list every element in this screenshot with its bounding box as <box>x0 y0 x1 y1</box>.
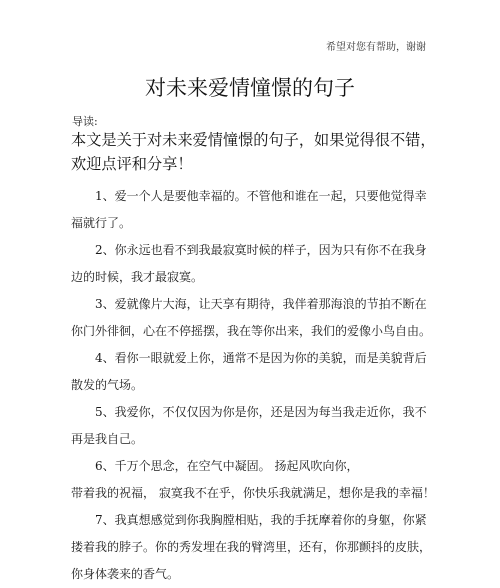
intro-line: 欢迎点评和分享！ <box>71 155 193 173</box>
paragraph-line: 1、爱一个人是要他幸福的。不管他和谁在一起，只要他觉得幸 <box>95 189 427 203</box>
paragraph-line: 你门外徘徊，心在不停摇摆，我在等你出来，我们的爱像小鸟自由。 <box>71 324 432 338</box>
intro-paragraph <box>71 128 436 176</box>
paragraph-line: 6、千万个思念，在空气中凝固。 扬起风吹向你， <box>95 459 359 473</box>
paragraph-line: 7、我真想感觉到你我胸膛相贴，我的手抚摩着你的身躯，你紧 <box>95 513 427 527</box>
paragraph-line: 2、你永远也看不到我最寂寞时候的样子，因为只有你不在我身 <box>95 243 427 257</box>
header-note: 希望对您有帮助，谢谢 <box>326 42 426 53</box>
paragraph-line: 3、爱就像片大海，让天享有期待，我伴着那海浪的节拍不断在 <box>95 297 427 311</box>
intro-line: 本文是关于对未来爱情憧憬的句子，如果觉得很不错， <box>71 131 436 149</box>
paragraph-line: 搂着我的脖子。你的秀发埋在我的臂湾里，还有，你那颤抖的皮肤， <box>71 540 432 554</box>
paragraph-line: 你身体袭来的香气。 <box>71 567 180 581</box>
article-body <box>71 183 433 588</box>
page-title: 对未来爱情憧憬的句子 <box>145 76 355 100</box>
paragraph-line: 5、我爱你，不仅仅因为你是你，还是因为每当我走近你，我不 <box>95 405 427 419</box>
paragraph-line: 福就行了。 <box>71 216 132 230</box>
paragraph-line: 散发的气场。 <box>71 378 144 392</box>
paragraph-line: 再是我自己。 <box>71 432 144 446</box>
paragraph-line: 带着我的祝福， 寂寞我不在乎，你快乐我就满足，想你是我的幸福！ <box>71 486 435 500</box>
paragraph-line: 4、看你一眼就爱上你，通常不是因为你的美貌，而是美貌背后 <box>95 351 427 365</box>
lead-label: 导读: <box>72 115 98 128</box>
paragraph-line: 边的时候，我才最寂寞。 <box>71 270 204 284</box>
